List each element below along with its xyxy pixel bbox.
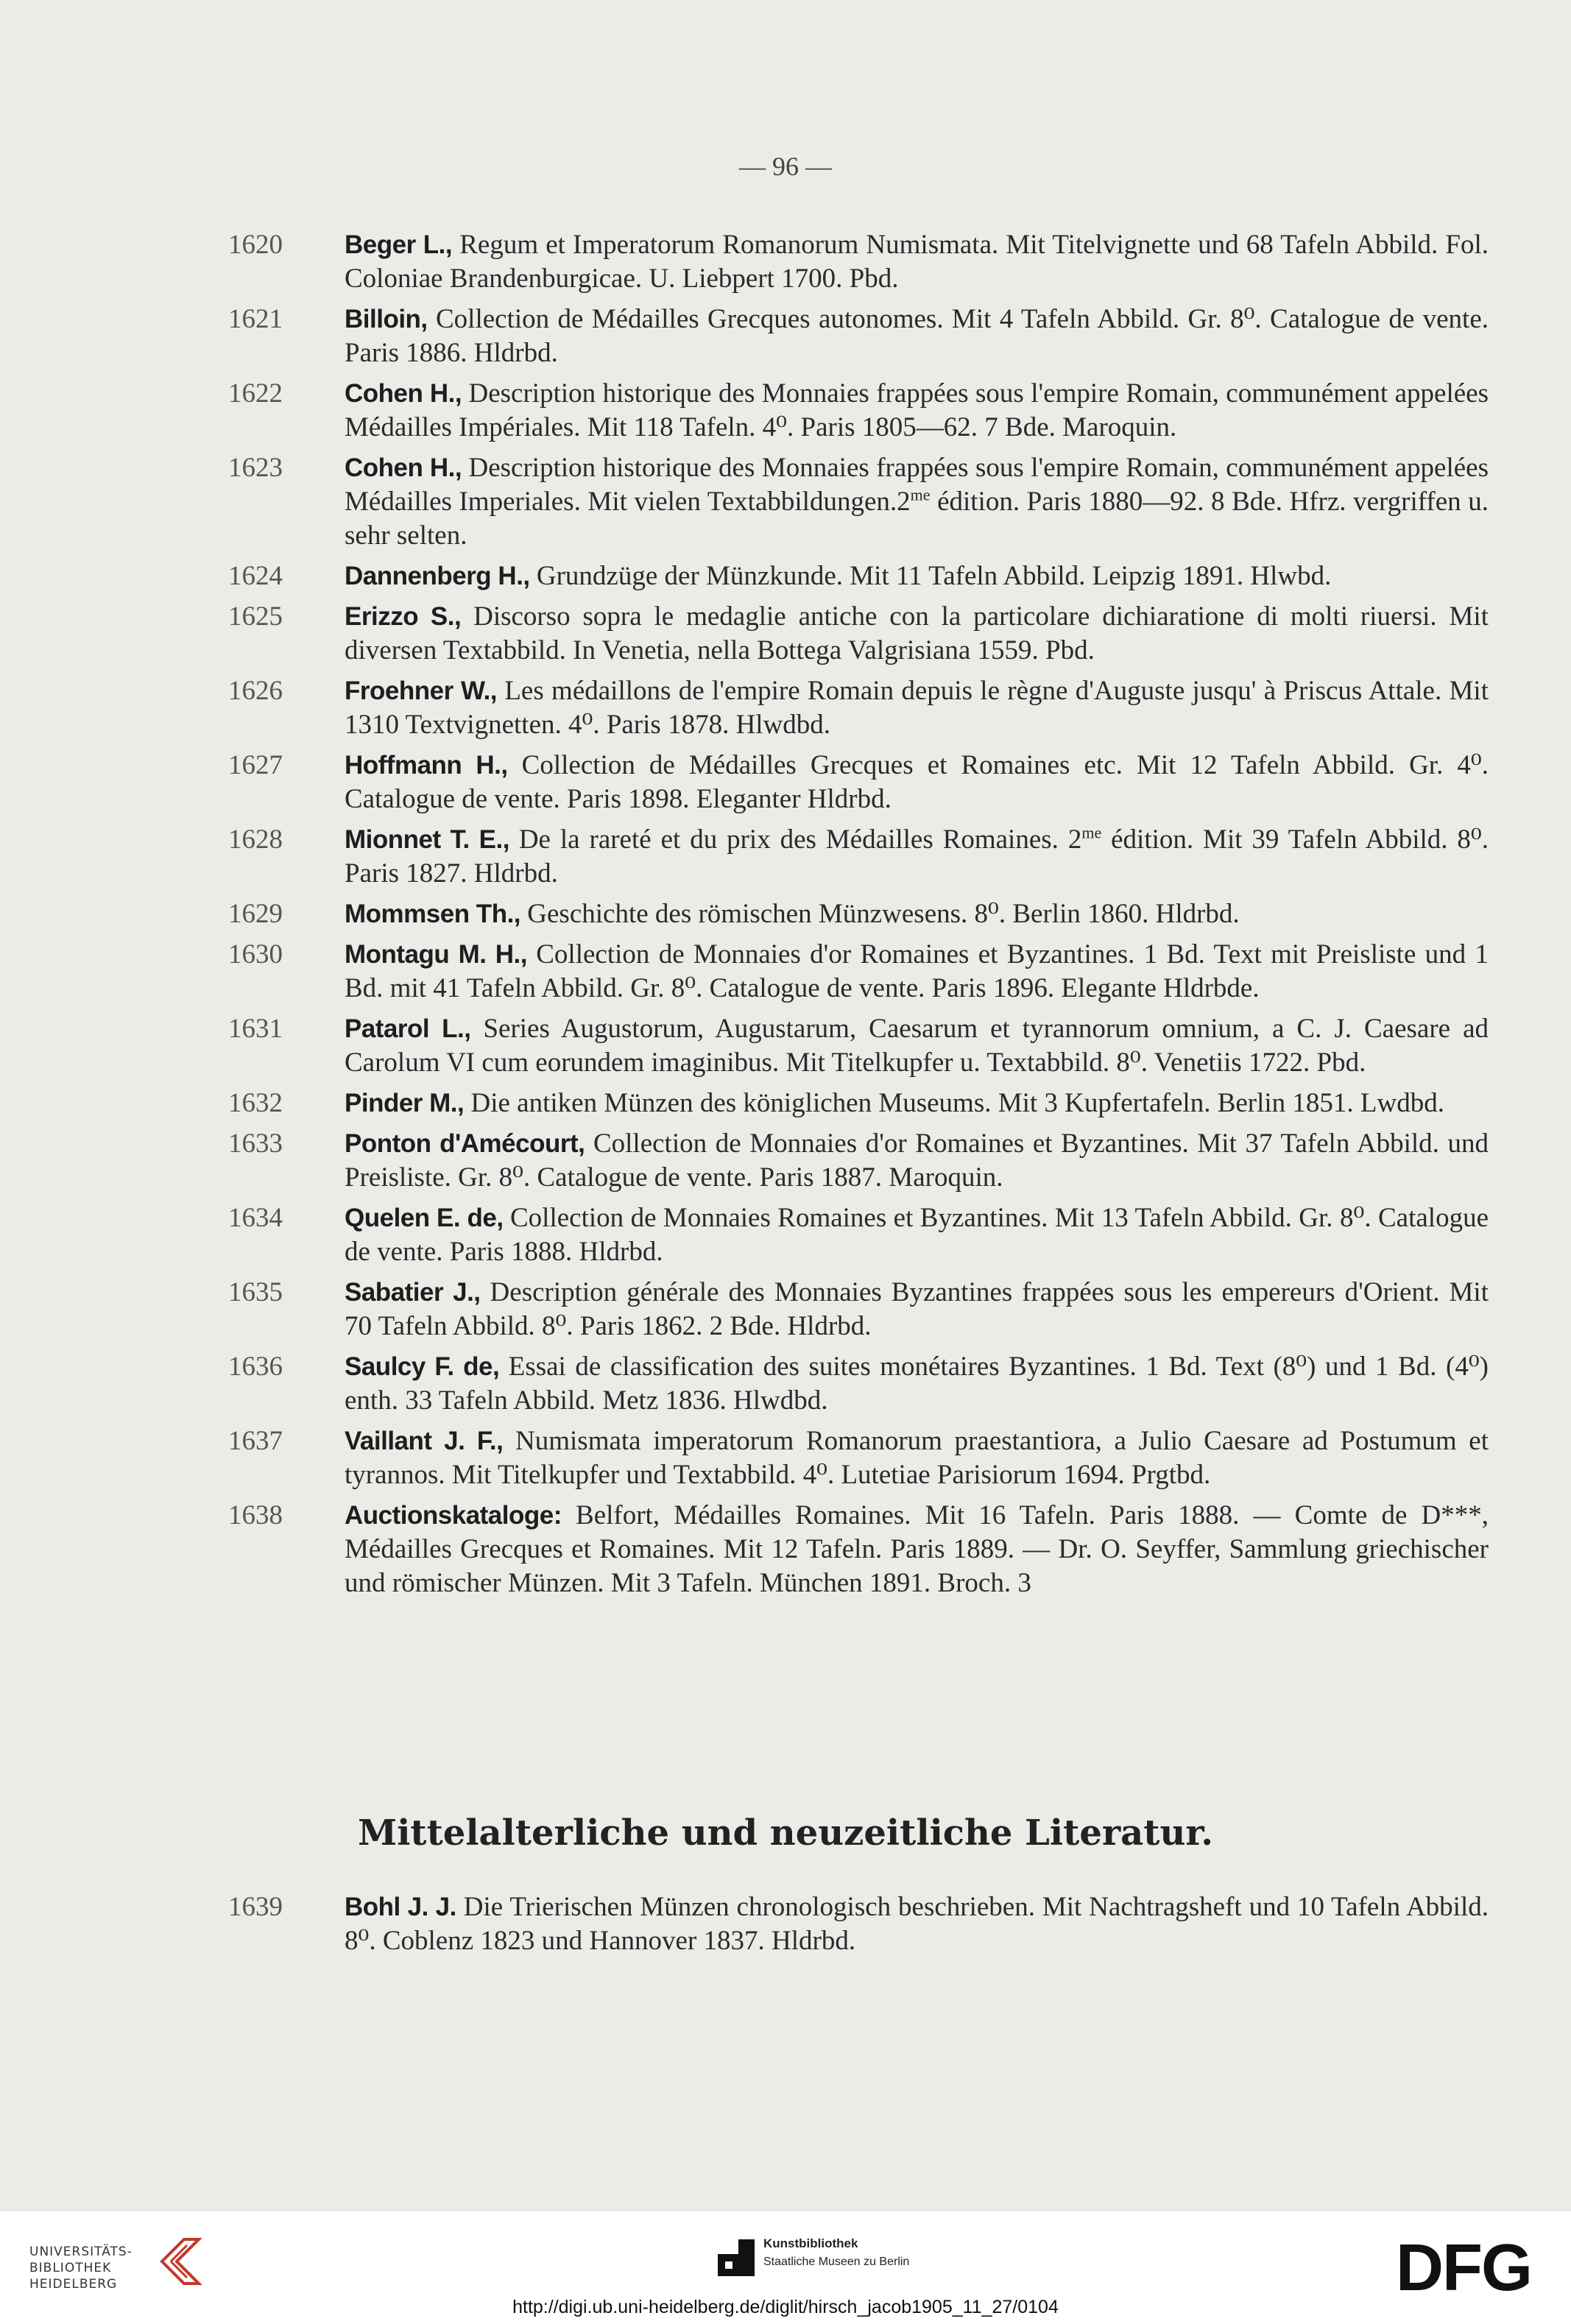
entry-text: Description historique des Monnaies frappées sous l'empire Romain, communément appelées Médailles Imperiales. Mit vielen Textabbildungen.	[345, 453, 1489, 517]
entry-text: Numismata imperatorum Romanorum praestantiora, a Julio Caesare ad Postumum et tyrannos. Mit Titelkupfer und Textabbild. 4⁰. Lutetiae Parisiorum 1694. Prgtbd.	[345, 1426, 1489, 1490]
entry-number: 1636	[228, 1352, 283, 1382]
entry-author: Cohen H.,	[345, 379, 462, 408]
catalogue-entry	[228, 897, 1489, 931]
entry-author: Dannenberg H.,	[345, 562, 530, 590]
catalogue-entry	[228, 1276, 1489, 1343]
catalogue-entry	[228, 1350, 1489, 1418]
entry-number: 1622	[228, 378, 283, 409]
entry-text: Description historique des Monnaies frappées sous l'empire Romain, communément appelées Médailles Impériales. Mit 118 Tafeln. 4⁰. Paris 1805—62. 7 Bde. Maroquin.	[345, 378, 1489, 442]
entry-author: Beger L.,	[345, 230, 453, 259]
entry-number: 1632	[228, 1088, 283, 1118]
entry-author: Bohl J. J.	[345, 1893, 456, 1921]
entry-superscript: me	[910, 485, 931, 504]
entry-number: 1625	[228, 601, 283, 632]
entry-text: Les médaillons de l'empire Romain depuis le règne d'Auguste jusqu' à Priscus Attale. Mit 1310 Textvignetten. 4⁰. Paris 1878. Hlwdbd.	[345, 676, 1489, 740]
entry-author: Erizzo S.,	[345, 602, 462, 631]
entry-author: Mommsen Th.,	[345, 900, 521, 928]
entry-number: 1627	[228, 750, 283, 780]
entry-author: Sabatier J.,	[345, 1278, 481, 1307]
catalogue-entry	[228, 1424, 1489, 1492]
entry-author: Froehner W.,	[345, 677, 498, 705]
entry-text: Description générale des Monnaies Byzantines frappées sous les empereurs d'Orient. Mit 70 Tafeln Abbild. 8⁰. Paris 1862. 2 Bde. Hldrbd.	[345, 1277, 1489, 1341]
university-seal-icon	[155, 2233, 206, 2289]
kb-subtitle: Staatliche Museen zu Berlin	[763, 2256, 910, 2268]
entry-number: 1628	[228, 824, 283, 855]
entry-author: Cohen H.,	[345, 453, 462, 482]
entry-number: 1624	[228, 561, 283, 591]
entry-author: Saulcy F. de,	[345, 1352, 500, 1381]
dfg-logo[interactable]: DFG	[1396, 2231, 1531, 2305]
logo-text-line: BIBLIOTHEK	[29, 2261, 112, 2275]
catalogue-entries	[228, 228, 1489, 1607]
entry-author: Montagu M. H.,	[345, 940, 527, 969]
entry-text: édition. Paris 1880—92. 8 Bde. Hfrz. vergriffen u. sehr selten.	[345, 487, 1489, 551]
entry-number: 1630	[228, 939, 283, 969]
entry-text: Grundzüge der Münzkunde. Mit 11 Tafeln Abbild. Leipzig 1891. Hlwbd.	[529, 561, 1332, 591]
catalogue-entry	[228, 451, 1489, 553]
entry-number: 1638	[228, 1500, 283, 1530]
entry-author: Ponton d'Amécourt,	[345, 1129, 585, 1158]
catalogue-entry	[228, 1127, 1489, 1195]
catalogue-entry	[228, 228, 1489, 296]
entry-text: Geschichte des römischen Münzwesens. 8⁰. Berlin 1860. Hldrbd.	[520, 899, 1240, 929]
section-heading: Mittelalterliche und neuzeitliche Literatur.	[358, 1812, 1213, 1854]
catalogue-entry	[228, 938, 1489, 1006]
catalogue-entries-section-2	[228, 1890, 1489, 1965]
entry-number: 1639	[228, 1892, 283, 1922]
entry-number: 1621	[228, 304, 283, 334]
catalogue-entry	[228, 823, 1489, 891]
entry-number: 1631	[228, 1014, 283, 1044]
catalogue-entry	[228, 559, 1489, 593]
entry-number: 1626	[228, 676, 283, 706]
entry-text: Collection de Médailles Grecques autonomes. Mit 4 Tafeln Abbild. Gr. 8⁰. Catalogue de vente. Paris 1886. Hldrbd.	[345, 304, 1489, 368]
entry-number: 1629	[228, 899, 283, 929]
entry-text: édition. Mit 39 Tafeln Abbild. 8⁰. Paris 1827. Hldrbd.	[345, 824, 1489, 889]
catalogue-entry	[228, 1087, 1489, 1120]
entry-text: Regum et Imperatorum Romanorum Numismata. Mit Titelvignette und 68 Tafeln Abbild. Fol. Coloniae Brandenburgicae. U. Liebpert 1700. Pbd.	[345, 230, 1489, 294]
entry-text: Collection de Médailles Grecques et Romaines etc. Mit 12 Tafeln Abbild. Gr. 4⁰. Catalogue de vente. Paris 1898. Eleganter Hldrbd.	[345, 750, 1489, 814]
entry-number: 1633	[228, 1129, 283, 1159]
logo-text-line: HEIDELBERG	[29, 2277, 118, 2292]
entry-text: Die antiken Münzen des königlichen Museums. Mit 3 Kupfertafeln. Berlin 1851. Lwdbd.	[464, 1088, 1444, 1118]
entry-number: 1635	[228, 1277, 283, 1307]
entry-text: Belfort, Médailles Romaines. Mit 16 Tafeln. Paris 1888. — Comte de D***, Médailles Grecques et Romaines. Mit 12 Tafeln. Paris 1889. — Dr. O. Seyffer, Sammlung griechischer und römischer Münzen. Mit 3 Tafeln. München 1891. Broch. 3	[345, 1500, 1489, 1598]
entry-author: Hoffmann H.,	[345, 751, 508, 780]
entry-text: Collection de Monnaies d'or Romaines et Byzantines. Mit 37 Tafeln Abbild. und Preisliste. Gr. 8⁰. Catalogue de vente. Paris 1887. Maroquin.	[345, 1129, 1489, 1193]
catalogue-entry	[228, 303, 1489, 370]
entry-text: Discorso sopra le medaglie antiche con la particolare dichiaratione di molti riuersi. Mit diversen Textabbild. In Venetia, nella Bottega Valgrisiana 1559. Pbd.	[345, 601, 1489, 665]
catalogue-entry	[228, 1012, 1489, 1080]
entry-author: Vaillant J. F.,	[345, 1427, 504, 1455]
entry-text: Collection de Monnaies Romaines et Byzantines. Mit 13 Tafeln Abbild. Gr. 8⁰. Catalogue de vente. Paris 1888. Hldrbd.	[345, 1203, 1489, 1267]
catalogue-entry	[228, 600, 1489, 668]
source-url-link[interactable]: http://digi.ub.uni-heidelberg.de/diglit/hirsch_jacob1905_11_27/0104	[512, 2297, 1059, 2317]
entry-author: Patarol L.,	[345, 1014, 471, 1043]
kb-title: Kunstbibliothek	[763, 2236, 858, 2250]
entry-number: 1623	[228, 453, 283, 483]
entry-number: 1637	[228, 1426, 283, 1456]
university-library-logo[interactable]	[29, 2244, 133, 2292]
entry-author: Auctionskataloge:	[345, 1501, 562, 1530]
entry-author: Mionnet T. E.,	[345, 825, 509, 854]
entry-superscript: me	[1081, 823, 1102, 842]
catalogue-entry	[228, 1499, 1489, 1600]
logo-text-line: UNIVERSITÄTS-	[29, 2244, 133, 2259]
catalogue-entry	[228, 749, 1489, 816]
catalogue-entry	[228, 1890, 1489, 1958]
entry-author: Quelen E. de,	[345, 1204, 504, 1232]
entry-text: Collection de Monnaies d'or Romaines et Byzantines. 1 Bd. Text mit Preisliste und 1 Bd. mit 41 Tafeln Abbild. Gr. 8⁰. Catalogue de vente. Paris 1896. Elegante Hldrbde.	[345, 939, 1489, 1003]
entry-text: Die Trierischen Münzen chronologisch beschrieben. Mit Nachtragsheft und 10 Tafeln Abbild. 8⁰. Coblenz 1823 und Hannover 1837. Hldrbd.	[345, 1892, 1489, 1956]
entry-number: 1634	[228, 1203, 283, 1233]
entry-author: Billoin,	[345, 305, 428, 333]
catalogue-entry	[228, 674, 1489, 742]
entry-text: De la rareté et du prix des Médailles Romaines.	[509, 824, 1059, 855]
entry-text: Series Augustorum, Augustarum, Caesarum et tyrannorum omnium, a C. J. Caesare ad Carolum VI cum eorundem imaginibus. Mit Titelkupfer u. Textabbild. 8⁰. Venetiis 1722. Pbd.	[345, 1014, 1489, 1078]
entry-text: 2	[897, 487, 911, 517]
catalogue-entry	[228, 377, 1489, 445]
entry-text: 2	[1058, 824, 1082, 855]
entry-author: Pinder M.,	[345, 1089, 465, 1117]
page-number: — 96 —	[739, 152, 832, 181]
entry-text: Essai de classification des suites monétaires Byzantines. 1 Bd. Text (8⁰) und 1 Bd. (4⁰) enth. 33 Tafeln Abbild. Metz 1836. Hlwdbd.	[345, 1352, 1489, 1416]
catalogue-entry	[228, 1201, 1489, 1269]
kunstbibliothek-mark-icon	[718, 2239, 755, 2276]
entry-number: 1620	[228, 230, 283, 260]
